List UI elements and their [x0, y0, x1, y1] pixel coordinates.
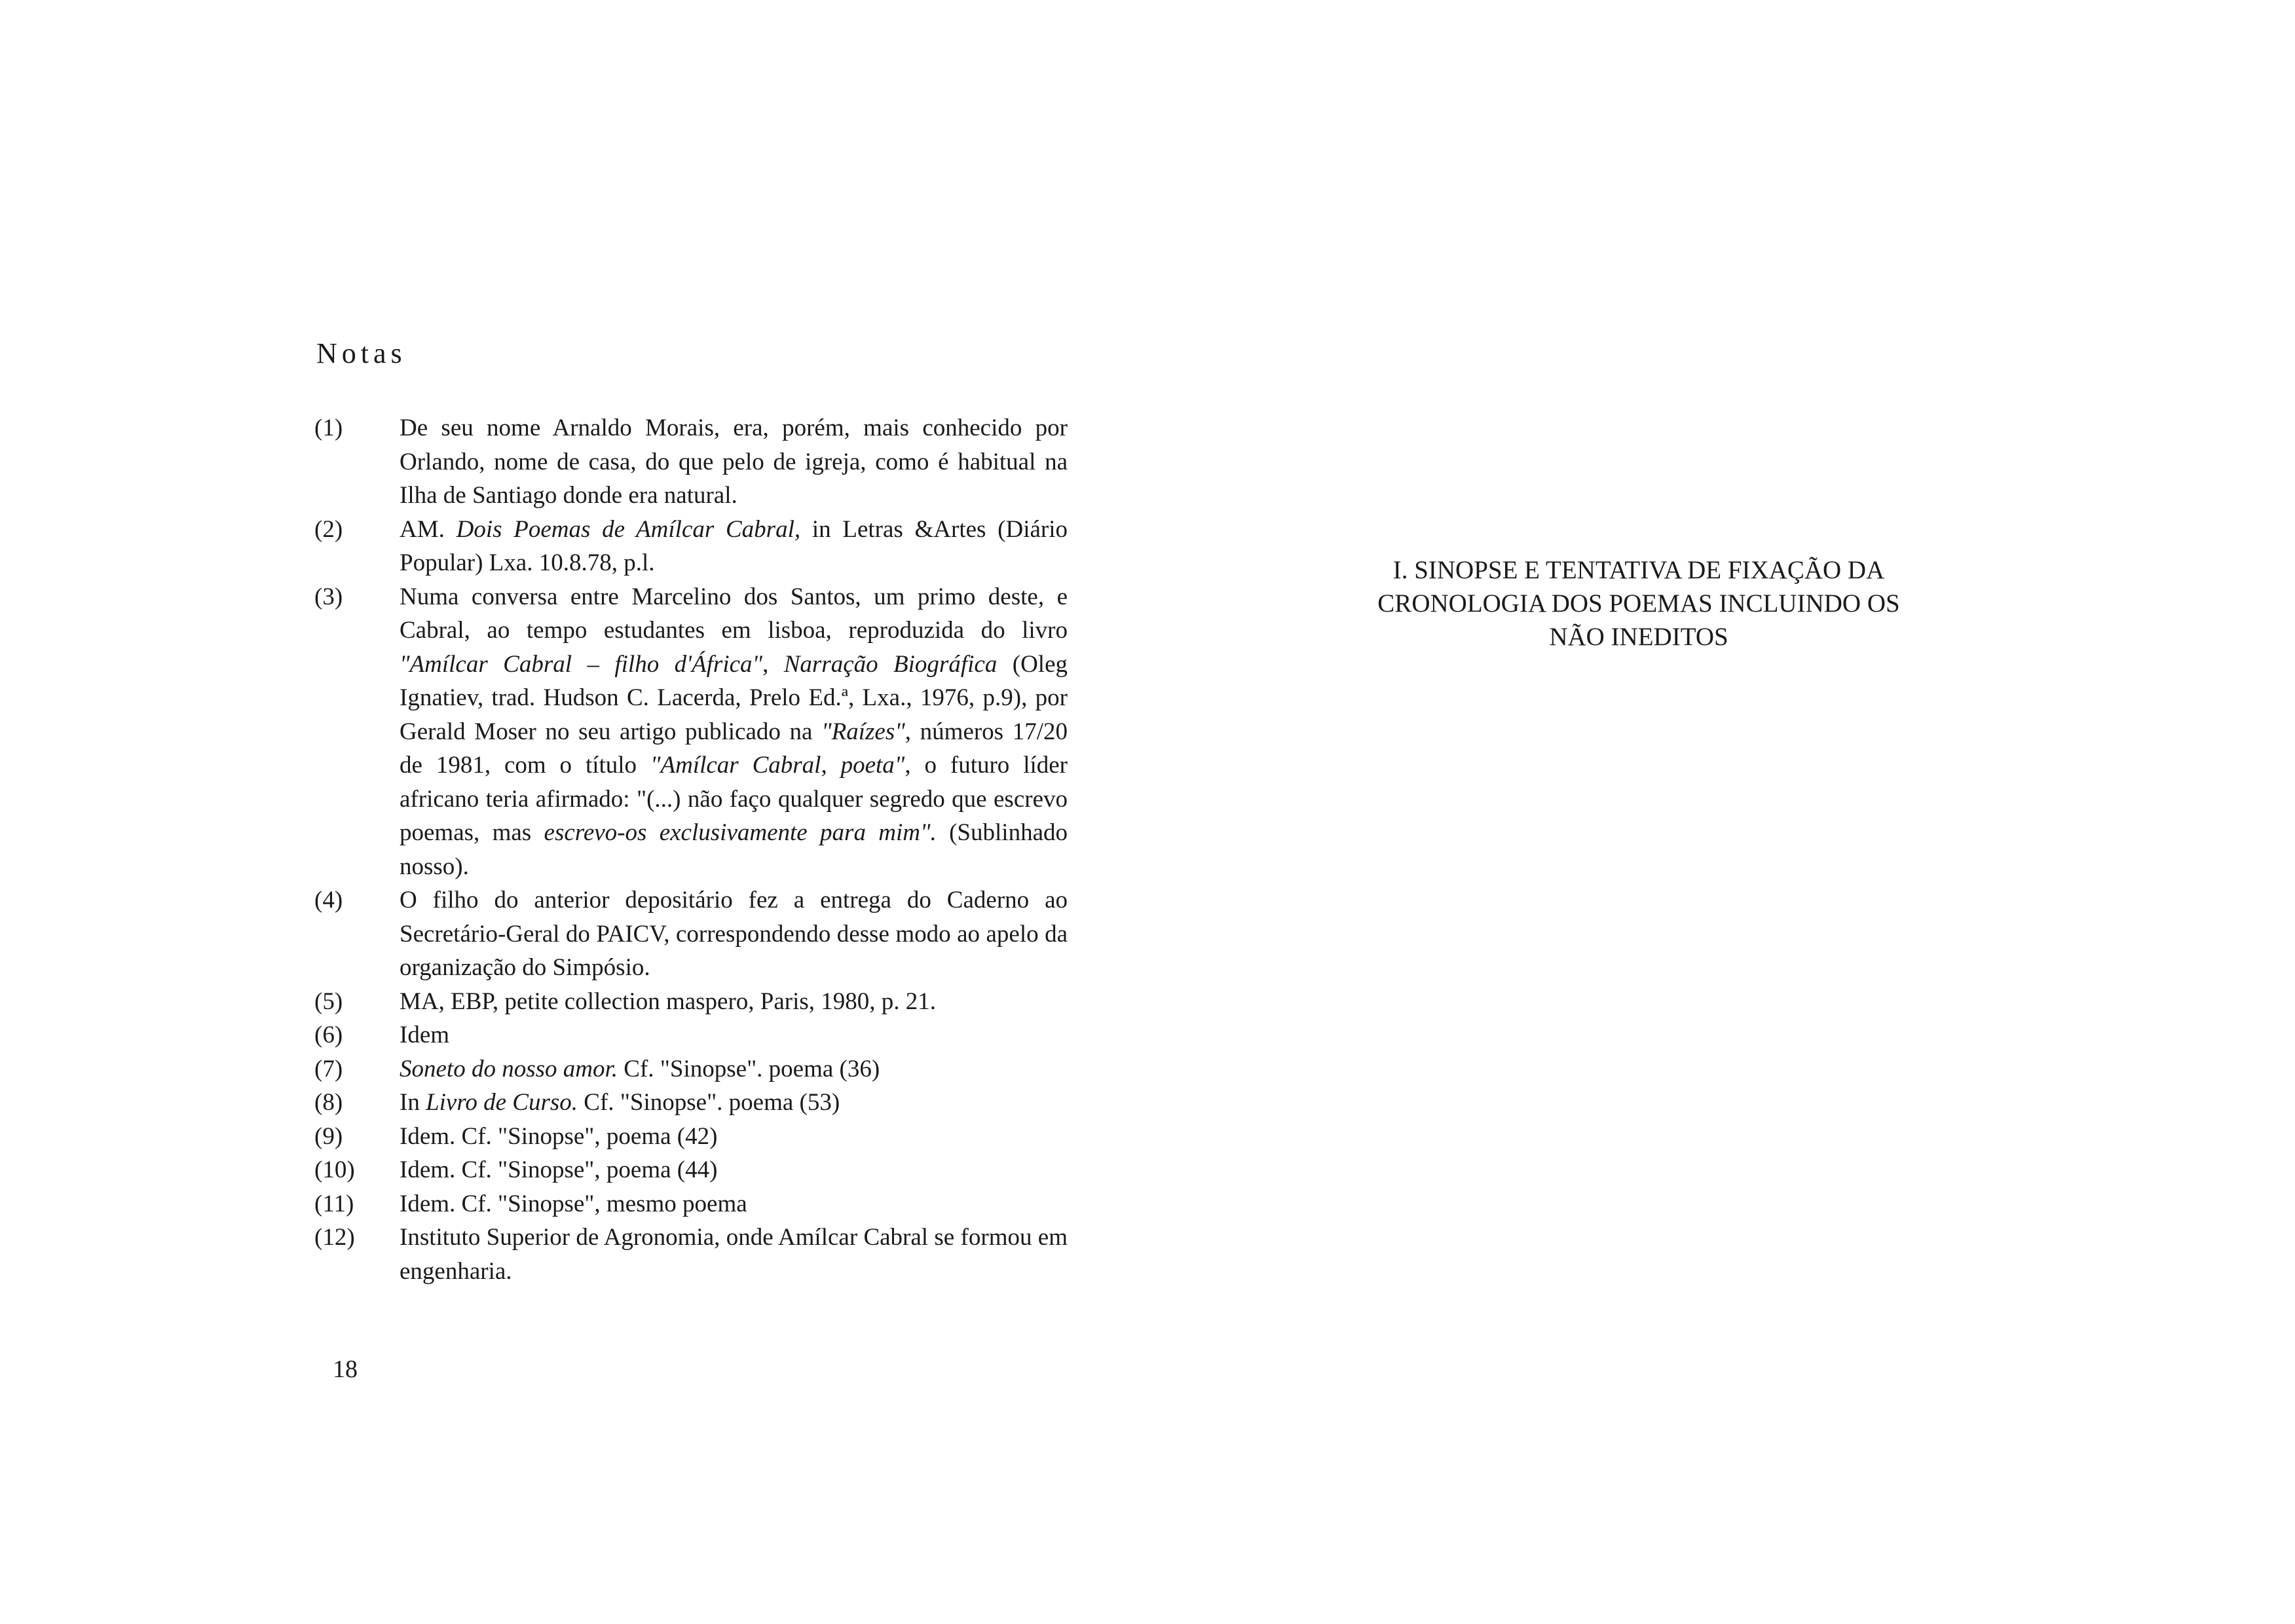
note-item: [314, 883, 1068, 985]
note-number: (6): [314, 1022, 343, 1048]
note-text: Idem. Cf. "Sinopse", poema (42): [400, 1122, 718, 1150]
note-text: AM. Dois Poemas de Amílcar Cabral, in Letras &Artes (Diário Popular) Lxa. 10.8.78, p.l.: [400, 515, 1068, 576]
notes-title: Notas: [316, 337, 407, 369]
section-title: [1311, 553, 1966, 654]
note-number: (2): [314, 515, 343, 543]
note-text: Idem. Cf. "Sinopse", mesmo poema: [400, 1190, 747, 1217]
note-item: [314, 580, 1068, 884]
note-item: [314, 1120, 1068, 1154]
note-item: [314, 1052, 1068, 1086]
note-number: (5): [314, 987, 343, 1015]
note-number: (12): [314, 1224, 355, 1251]
note-text: Soneto do nosso amor. Cf. "Sinopse". poema (36): [400, 1055, 880, 1082]
note-text: O filho do anterior depositário fez a entrega do Caderno ao Secretário-Geral do PAICV, correspondendo desse modo ao apelo da organização do Simpósio.: [400, 887, 1068, 981]
section-title-line: CRONOLOGIA DOS POEMAS INCLUINDO OS: [1377, 589, 1900, 618]
note-number: (1): [314, 415, 343, 441]
note-item: [314, 1018, 1068, 1052]
note-number: (11): [314, 1190, 354, 1217]
note-text: De seu nome Arnaldo Morais, era, porém, mais conhecido por Orlando, nome de casa, do que pelo de igreja, como é habitual na Ilha de Santiago donde era natural.: [400, 415, 1068, 509]
note-number: (3): [314, 583, 343, 610]
note-item: [314, 1086, 1068, 1120]
note-number: (9): [314, 1122, 343, 1150]
note-item: [314, 1187, 1068, 1221]
note-text: Idem: [400, 1022, 450, 1048]
note-number: (7): [314, 1055, 343, 1082]
note-text: Numa conversa entre Marcelino dos Santos, um primo deste, e Cabral, ao tempo estudantes em lisboa, reproduzida do livro "Amílcar Cabral – filho d'África", Narração Biográfica (Oleg Ignatiev, trad. Hudson C. Lacerda, Prelo Ed.ª, Lxa., 1976, p.9), por Gerald Moser no seu artigo publicado na "Raízes", números 17/20 de 1981, com o título "Amílcar Cabral, poeta", o futuro líder africano teria afirmado: "(...) não faço qualquer segredo que escrevo poemas, mas escrevo-os exclusivamente para mim". (Sublinhado nosso).: [400, 583, 1068, 880]
note-item: [314, 411, 1068, 513]
note-text: Instituto Superior de Agronomia, onde Amílcar Cabral se formou em engenharia.: [400, 1224, 1068, 1285]
section-title-line: NÃO INEDITOS: [1549, 623, 1728, 651]
right-page: [1148, 0, 2295, 1624]
page-number: 18: [333, 1356, 358, 1383]
note-text: Idem. Cf. "Sinopse", poema (44): [400, 1156, 718, 1183]
section-title-line: I. SINOPSE E TENTATIVA DE FIXAÇÃO DA: [1392, 556, 1885, 584]
note-number: (10): [314, 1156, 355, 1183]
note-text: In Livro de Curso. Cf. "Sinopse". poema (53): [400, 1089, 840, 1116]
note-number: (4): [314, 887, 343, 913]
notes-list: [314, 411, 1068, 1288]
note-item: [314, 985, 1068, 1019]
note-number: (8): [314, 1089, 343, 1116]
note-item: [314, 1221, 1068, 1288]
note-item: [314, 513, 1068, 580]
note-item: [314, 1153, 1068, 1187]
note-text: MA, EBP, petite collection maspero, Paris, 1980, p. 21.: [400, 987, 937, 1015]
